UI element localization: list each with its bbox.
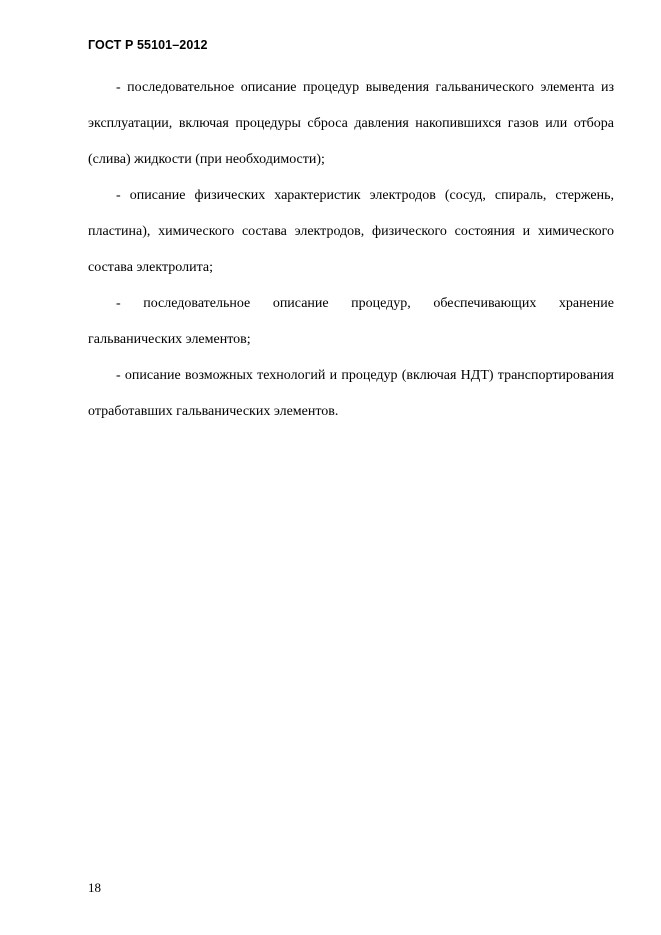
document-code-header: ГОСТ Р 55101–2012	[88, 38, 208, 52]
paragraph-transport-technologies: - описание возможных технологий и процедур (включая НДТ) транспортирования отработавших гальванических элементов.	[88, 368, 614, 419]
document-body	[88, 70, 614, 430]
paragraph-storage-procedures: - последовательное описание процедур, обеспечивающих хранение гальванических элементов;	[88, 296, 614, 347]
paragraph-electrode-characteristics: - описание физических характеристик электродов (сосуд, спираль, стержень, пластина), химического состава электродов, физического состояния и химического состава электролита;	[88, 188, 614, 275]
paragraph-decommission-procedures: - последовательное описание процедур выведения гальванического элемента из эксплуатации, включая процедуры сброса давления накопившихся газов или отбора (слива) жидкости (при необходимости);	[88, 80, 614, 167]
page-number: 18	[88, 880, 101, 895]
